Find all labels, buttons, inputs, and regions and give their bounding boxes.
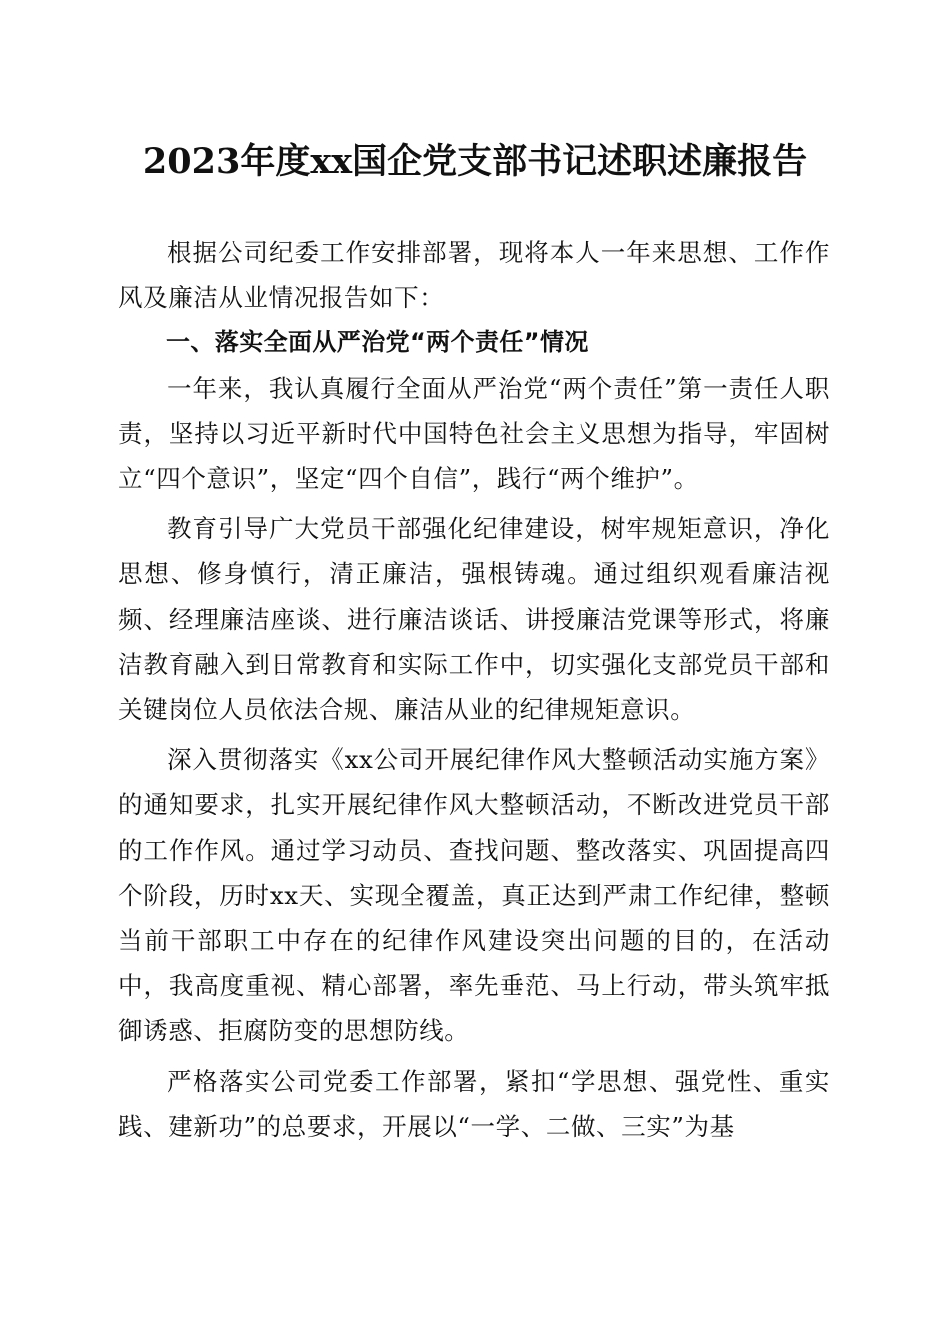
paragraph-3: 深入贯彻落实《xx公司开展纪律作风大整顿活动实施方案》的通知要求，扎实开展纪律作风大整顿活动，不断改进党员干部的工作作风。通过学习动员、查找问题、整改落实、巩固提高四个阶段，历时xx天、实现全覆盖，真正达到严肃工作纪律，整顿当前干部职工中存在的纪律作风建设突出问题的目的，在活动中，我高度重视、精心部署，率先垂范、马上行动，带头筑牢抵御诱惑、拒腐防变的思想防线。 — [118, 745, 830, 1046]
document-title: 2023年度xx国企党支部书记述职述廉报告 — [142, 141, 808, 182]
section-heading: 一、落实全面从严治党“两个责任”情况 — [166, 328, 589, 357]
document-body — [118, 230, 830, 1149]
paragraph-4: 严格落实公司党委工作部署，紧扣“学思想、强党性、重实践、建新功”的总要求，开展以“一学、二做、三实”为基 — [118, 1066, 830, 1141]
paragraph-1: 一年来，我认真履行全面从严治党“两个责任”第一责任人职责，坚持以习近平新时代中国特色社会主义思想为指导，牢固树立“四个意识”，坚定“四个自信”，践行“两个维护”。 — [118, 373, 830, 494]
paragraph-2: 教育引导广大党员干部强化纪律建设，树牢规矩意识，净化思想、修身慎行，清正廉洁，强根铸魂。通过组织观看廉洁视频、经理廉洁座谈、进行廉洁谈话、讲授廉洁党课等形式，将廉洁教育融入到日常教育和实际工作中，切实强化支部党员干部和关键岗位人员依法合规、廉洁从业的纪律规矩意识。 — [118, 514, 830, 725]
intro-paragraph: 根据公司纪委工作安排部署，现将本人一年来思想、工作作风及廉洁从业情况报告如下： — [118, 238, 830, 313]
